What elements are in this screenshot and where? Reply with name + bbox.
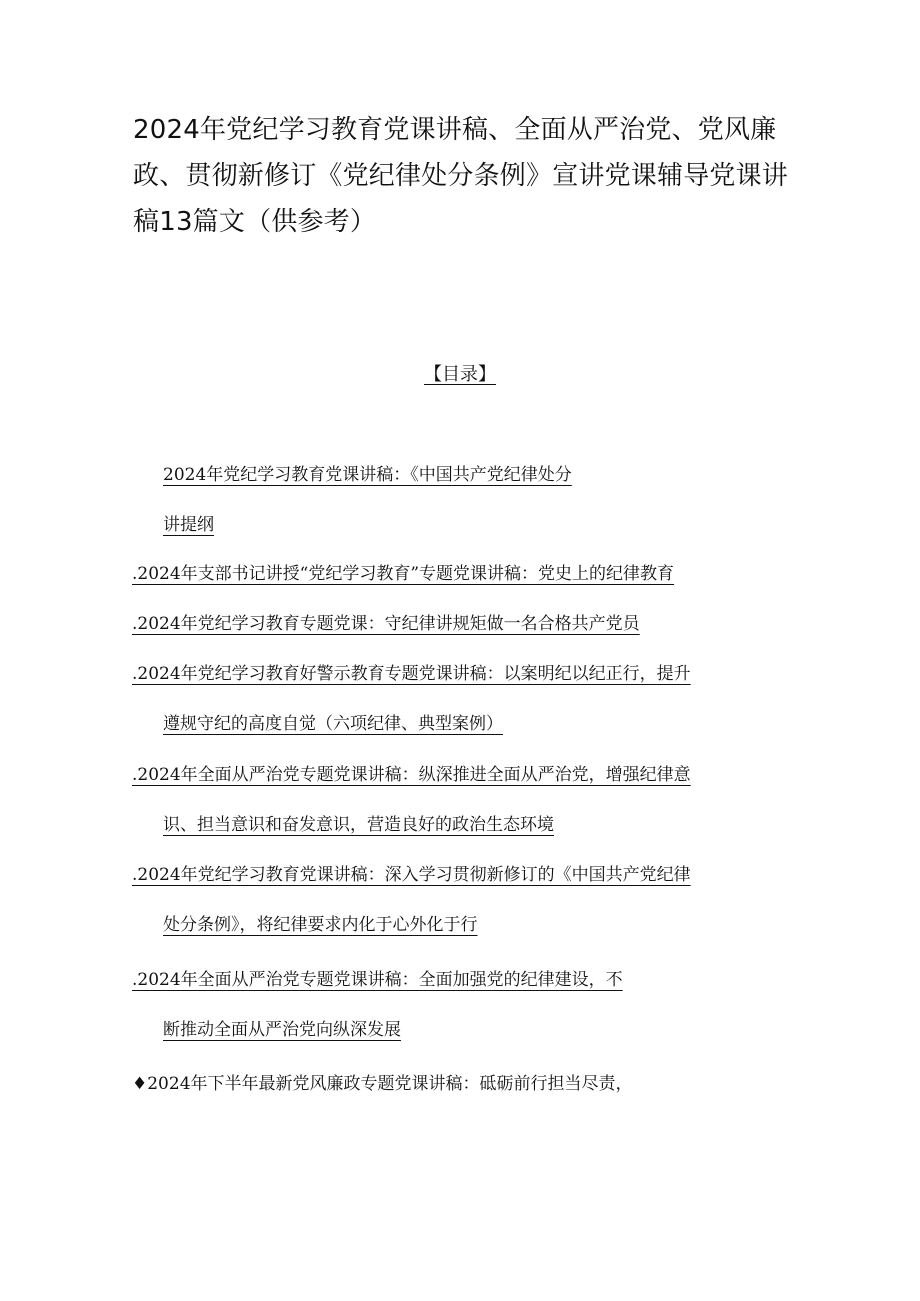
toc-link-4[interactable]: .2024年党纪学习教育好警示教育专题党课讲稿：以案明纪以纪正行，提升 <box>132 664 691 684</box>
toc-link-6-continued[interactable]: 处分条例》，将纪律要求内化于心外化于行 <box>163 915 478 935</box>
toc-link-7-continued[interactable]: 断推动全面从严治党向纵深发展 <box>163 1020 401 1040</box>
toc-link-2[interactable]: .2024年支部书记讲授“党纪学习教育”专题党课讲稿：党史上的纪律教育 <box>132 564 675 584</box>
document-title: 2024年党纪学习教育党课讲稿、全面从严治党、党风廉政、贯彻新修订《党纪律处分条例》宣讲党课辅导党课讲稿13篇文（供参考） <box>133 115 789 237</box>
toc-link-3[interactable]: .2024年党纪学习教育专题党课：守纪律讲规矩做一名合格共产党员 <box>132 614 640 634</box>
toc-link-5-continued[interactable]: 识、担当意识和奋发意识，营造良好的政治生态环境 <box>163 815 554 835</box>
toc-heading: 【目录】 <box>424 364 496 385</box>
toc-link-7[interactable]: .2024年全面从严治党专题党课讲稿：全面加强党的纪律建设，不 <box>132 970 623 990</box>
toc-link-5[interactable]: .2024年全面从严治党专题党课讲稿：纵深推进全面从严治党，增强纪律意 <box>132 765 691 785</box>
toc-item-8: ♦2024年下半年最新党风廉政专题党课讲稿：砥砺前行担当尽责， <box>132 1074 633 1094</box>
toc-link-1[interactable]: 2024年党纪学习教育党课讲稿：《中国共产党纪律处分 <box>163 465 572 485</box>
toc-link-6[interactable]: .2024年党纪学习教育党课讲稿：深入学习贯彻新修订的《中国共产党纪律 <box>132 865 691 885</box>
toc-link-4-continued[interactable]: 遵规守纪的高度自觉（六项纪律、典型案例） <box>163 714 503 734</box>
toc-link-1-continued[interactable]: 讲提纲 <box>163 515 214 535</box>
